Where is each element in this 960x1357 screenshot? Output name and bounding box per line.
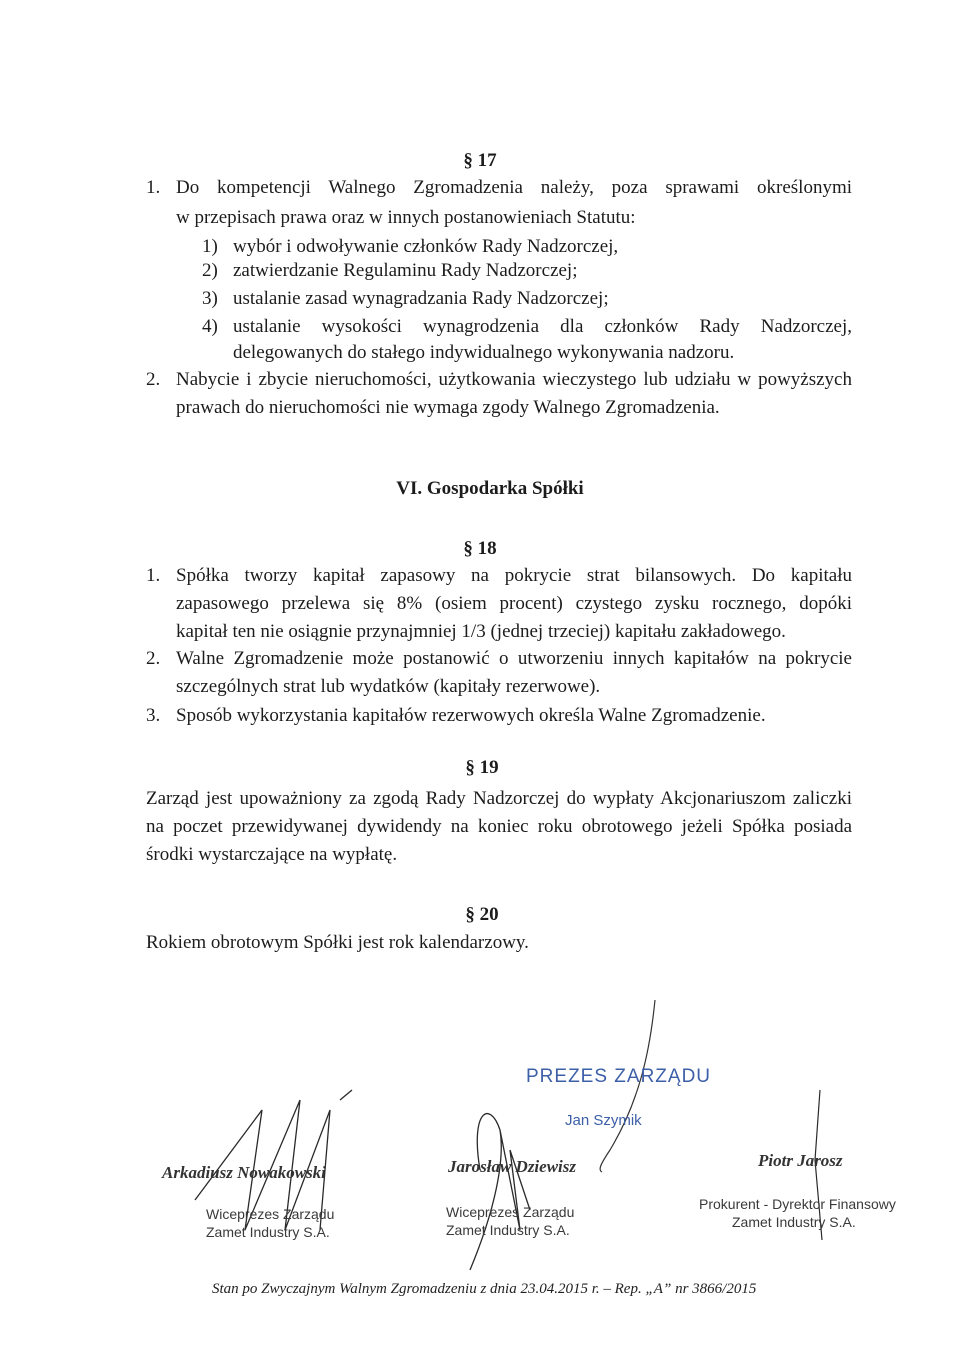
paragraph-19-line: Zarząd jest upoważniony za zgodą Rady Nadzorczej do wypłaty Akcjonariuszom zaliczki — [146, 788, 852, 809]
stamp-wice1-company: Zamet Industry S.A. — [206, 1224, 330, 1240]
stamp-prokurent-name: Piotr Jarosz — [758, 1151, 843, 1170]
signatures-layer — [0, 990, 960, 1290]
point-number: 2. — [146, 369, 161, 390]
paragraph-17-sign: § 17 — [463, 150, 497, 171]
paragraph-20-sign: § 20 — [465, 904, 499, 925]
stamp-wice1-role: Wiceprezes Zarządu — [206, 1206, 335, 1222]
point-number: 1. — [146, 565, 161, 586]
item-number: 3) — [202, 288, 218, 309]
stamp-prezes-name: Jan Szymik — [565, 1112, 642, 1129]
paragraph-19-line: środki wystarczające na wypłatę. — [146, 844, 398, 865]
paragraph-17-p2-line: Nabycie i zbycie nieruchomości, użytkowania wieczystego lub udziału w powyższych — [176, 369, 852, 390]
paragraph-17-p1-line: w przepisach prawa oraz w innych postanowieniach Statutu: — [176, 207, 636, 228]
paragraph-19-sign: § 19 — [465, 757, 499, 778]
item-text-continued: delegowanych do stałego indywidualnego wykonywania nadzoru. — [233, 342, 735, 363]
item-text: ustalanie zasad wynagradzania Rady Nadzorczej; — [233, 288, 609, 309]
stamp-prezes-title: PREZES ZARZĄDU — [526, 1066, 712, 1087]
footer-note: Stan po Zwyczajnym Walnym Zgromadzeniu z dnia 23.04.2015 r. – Rep. „A” nr 3866/2015 — [212, 1281, 757, 1297]
point-number: 3. — [146, 705, 161, 726]
item-number: 4) — [202, 316, 218, 337]
paragraph-18-line: szczególnych strat lub wydatków (kapitały rezerwowe). — [176, 676, 601, 697]
stamp-wice1-name: Arkadiusz Nowakowski — [162, 1163, 326, 1182]
paragraph-18-line: Walne Zgromadzenie może postanowić o utworzeniu innych kapitałów na pokrycie — [176, 648, 852, 669]
section-heading: VI. Gospodarka Spółki — [396, 478, 584, 499]
stamp-prokurent-role: Prokurent - Dyrektor Finansowy — [699, 1196, 896, 1212]
paragraph-19-line: na poczet przewidywanej dywidendy na koniec roku obrotowego jeżeli Spółka posiada — [146, 816, 852, 837]
point-number: 1. — [146, 177, 161, 198]
stamp-prokurent-company: Zamet Industry S.A. — [732, 1214, 856, 1230]
stamp-wice2-name: Jarosław Dziewisz — [448, 1157, 576, 1176]
stamp-wice2-company: Zamet Industry S.A. — [446, 1222, 570, 1238]
paragraph-20-text: Rokiem obrotowym Spółki jest rok kalendarzowy. — [146, 932, 529, 953]
item-text: ustalanie wysokości wynagrodzenia dla członków Rady Nadzorczej, — [233, 316, 852, 337]
point-number: 2. — [146, 648, 161, 669]
paragraph-18-line: kapitał ten nie osiągnie przynajmniej 1/3 (jednej trzeciej) kapitału zakładowego. — [176, 621, 786, 642]
paragraph-18-line: Sposób wykorzystania kapitałów rezerwowych określa Walne Zgromadzenie. — [176, 705, 766, 726]
signature-stroke — [470, 1114, 530, 1270]
paragraph-18-sign: § 18 — [463, 538, 497, 559]
stamp-wice2-role: Wiceprezes Zarządu — [446, 1204, 575, 1220]
paragraph-18-line: Spółka tworzy kapitał zapasowy na pokrycie strat bilansowych. Do kapitału — [176, 565, 852, 586]
item-number: 1) — [202, 236, 218, 257]
item-text: zatwierdzanie Regulaminu Rady Nadzorczej; — [233, 260, 578, 281]
item-text: wybór i odwoływanie członków Rady Nadzorczej, — [233, 236, 619, 257]
paragraph-17-p2-line: prawach do nieruchomości nie wymaga zgody Walnego Zgromadzenia. — [176, 397, 720, 418]
paragraph-18-line: zapasowego przelewa się 8% (osiem procent) czystego zysku rocznego, dopóki — [176, 593, 852, 614]
paragraph-17-p1-line: Do kompetencji Walnego Zgromadzenia należy, poza sprawami określonymi — [176, 177, 852, 198]
item-number: 2) — [202, 260, 218, 281]
